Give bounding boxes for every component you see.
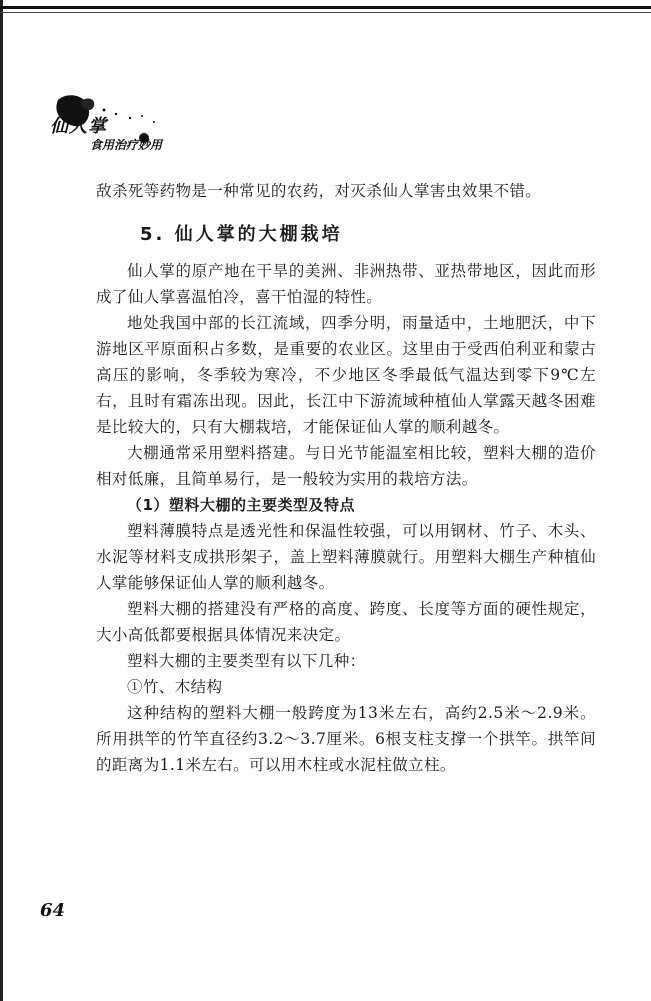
logo-title: 仙人掌: [50, 116, 107, 137]
page-content: [96, 178, 596, 778]
paragraph-5: 塑料大棚的搭建没有严格的高度、跨度、长度等方面的硬性规定，大小高低都要根据具体情况来决定。: [96, 600, 596, 644]
page-number: 64: [40, 900, 66, 921]
intro-line: 敌杀死等药物是一种常见的农药，对灭杀仙人掌害虫效果不错。: [96, 182, 542, 200]
header-rule-thin: [0, 12, 651, 13]
paragraph-8: 这种结构的塑料大棚一般跨度为13米左右，高约2.5米～2.9米。所用拱竿的竹竿直径约3.2～3.7厘米。6根支柱支撑一个拱竿。拱竿间的距离为1.1米左右。可以用木柱或水泥柱做立柱。: [96, 704, 596, 774]
page-edge: [0, 0, 3, 1001]
logo-subtitle: 食用治疗妙用: [90, 138, 163, 152]
book-logo: [44, 92, 214, 162]
paragraph-3: 大棚通常采用塑料搭建。与日光节能温室相比较，塑料大棚的造价相对低廉，且简单易行，是一般较为实用的栽培方法。: [96, 444, 596, 488]
paragraph-2: 地处我国中部的长江流域，四季分明，雨量适中，土地肥沃，中下游地区平原面积占多数，是重要的农业区。这里由于受西伯利亚和蒙古高压的影响，冬季较为寒冷，不少地区冬季最低气温达到零下9℃左右，且时有霜冻出现。因此，长江中下游流域种植仙人掌露天越冬困难是比较大的，只有大棚栽培，才能保证仙人掌的顺利越冬。: [96, 314, 596, 436]
subsection-title: （1）塑料大棚的主要类型及特点: [127, 496, 355, 514]
paragraph-7: ①竹、木结构: [127, 678, 223, 696]
header-rule: [0, 6, 651, 9]
section-title: 5. 仙人掌的大棚栽培: [140, 224, 343, 245]
paragraph-4: 塑料薄膜特点是透光性和保温性较强，可以用钢材、竹子、木头、水泥等材料支成拱形架子，盖上塑料薄膜就行。用塑料大棚生产种植仙人掌能够保证仙人掌的顺利越冬。: [96, 522, 596, 592]
paragraph-6: 塑料大棚的主要类型有以下几种：: [127, 652, 366, 670]
paragraph-1: 仙人掌的原产地在干旱的美洲、非洲热带、亚热带地区，因此而形成了仙人掌喜温怕冷，喜干怕湿的特性。: [96, 262, 596, 306]
